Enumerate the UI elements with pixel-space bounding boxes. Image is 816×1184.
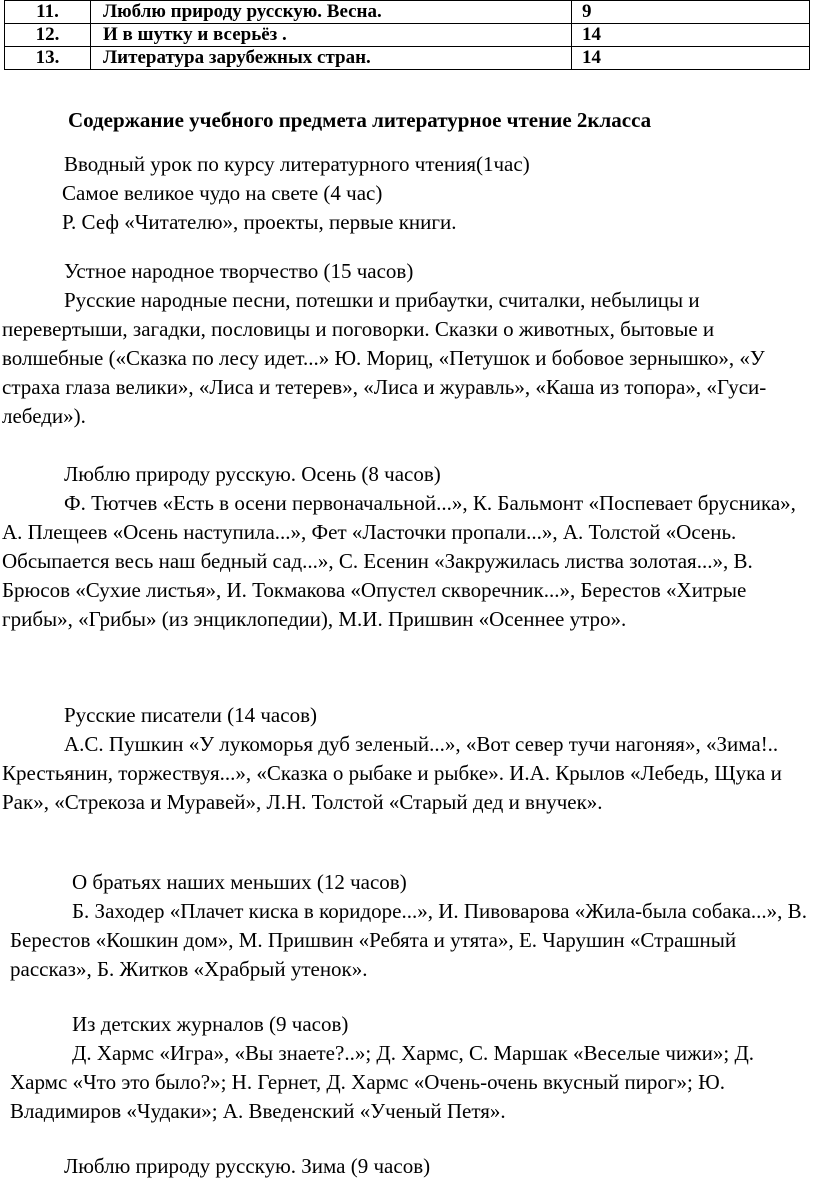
section-title: О братьях наших меньших (12 часов) [72, 870, 407, 894]
section-winter [2, 1152, 814, 1181]
section-writers [2, 701, 814, 817]
section-title: Люблю природу русскую. Осень (8 часов) [64, 462, 441, 486]
intro-line: Самое великое чудо на свете (4 час) [62, 181, 383, 205]
row-hours: 14 [572, 47, 810, 70]
row-number: 11. [5, 1, 91, 24]
row-title: Литература зарубежных стран. [91, 47, 572, 70]
row-hours: 14 [572, 24, 810, 47]
row-number: 12. [5, 24, 91, 47]
table-row [5, 24, 810, 47]
section-text: Б. Заходер «Плачет киска в коридоре...», И. Пивоварова «Жила-была собака...», В. Берестов «Кошкин дом», М. Пришвин «Ребята и утята», Е. Чарушин «Страшный рассказ», Б. Житков «Храбрый утенок». [10, 899, 807, 981]
row-title: И в шутку и всерьёз . [91, 24, 572, 47]
section-brothers [10, 868, 810, 984]
section-title: Устное народное творчество (15 часов) [64, 259, 414, 283]
section-title: Люблю природу русскую. Зима (9 часов) [64, 1154, 431, 1178]
section-autumn [2, 460, 814, 634]
intro-line: Р. Сеф «Читателю», проекты, первые книги. [62, 210, 457, 234]
section-text: Д. Хармс «Игра», «Вы знаете?..»; Д. Хармс, С. Маршак «Веселые чижи»; Д. Хармс «Что это было?»; Н. Гернет, Д. Хармс «Очень-очень вкусный пирог»; Ю. Владимиров «Чудаки»; А. Введенский «Ученый Петя». [10, 1041, 755, 1123]
section-text: Русские народные песни, потешки и прибаутки, считалки, небылицы и перевертыши, загадки, пословицы и поговорки. Сказки о животных, бытовые и волшебные («Сказка по лесу идет...» Ю. Мориц, «Петушок и бобовое зернышко», «У страха глаза велики», «Лиса и тетерев», «Лиса и журавль», «Каша из топора», «Гуси-лебеди»). [2, 288, 767, 428]
section-text: Ф. Тютчев «Есть в осени первоначальной...», К. Бальмонт «Поспевает брусника», А. Плещеев «Осень наступила...», Фет «Ласточки пропали...», А. Толстой «Осень. Обсыпается весь наш бедный сад...», С. Есенин «Закружилась листва золотая...», В. Брюсов «Сухие листья», И. Токмакова «Опустел скворечник...», Берестов «Хитрые грибы», «Грибы» (из энциклопедии), М.И. Пришвин «Осеннее утро». [2, 491, 796, 631]
intro-block [64, 150, 804, 237]
page-heading: Содержание учебного предмета литературное чтение 2класса [68, 108, 652, 132]
row-hours: 9 [572, 1, 810, 24]
section-magazines [10, 1010, 810, 1126]
intro-line: Вводный урок по курсу литературного чтения(1час) [64, 152, 530, 176]
row-number: 13. [5, 47, 91, 70]
section-title: Русские писатели (14 часов) [64, 703, 317, 727]
section-text: А.С. Пушкин «У лукоморья дуб зеленый...», «Вот север тучи нагоняя», «Зима!.. Крестьянин, торжествуя...», «Сказка о рыбаке и рыбке». И.А. Крылов «Лебедь, Щука и Рак», «Стрекоза и Муравей», Л.Н. Толстой «Старый дед и внучек». [2, 732, 782, 814]
toc-table [4, 0, 810, 70]
row-title: Люблю природу русскую. Весна. [91, 1, 572, 24]
section-folk [2, 257, 814, 431]
table-row [5, 47, 810, 70]
section-title: Из детских журналов (9 часов) [72, 1012, 349, 1036]
table-row [5, 1, 810, 24]
